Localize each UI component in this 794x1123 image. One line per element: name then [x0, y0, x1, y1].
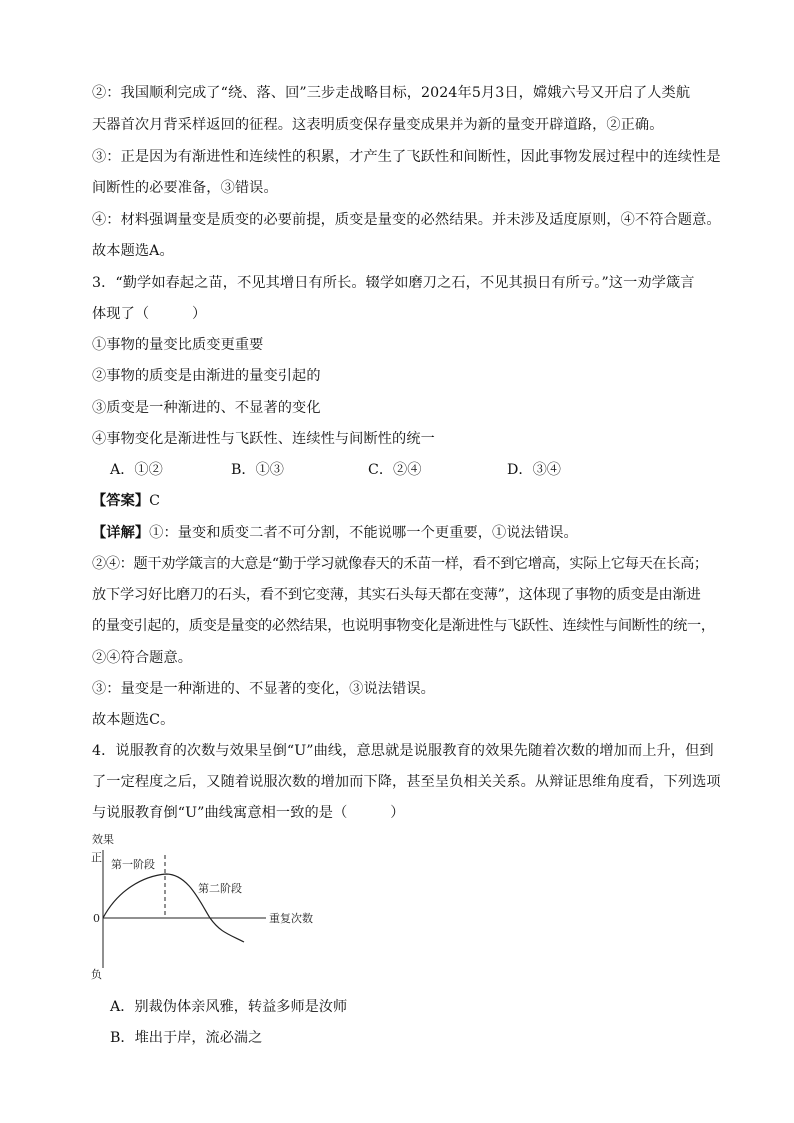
- q4-stem-line1: 4．说服教育的次数与效果呈倒“U”曲线，意思就是说服教育的效果先随着次数的增加而上升，但到: [92, 743, 714, 759]
- detail-text-1: ①：量变和质变二者不可分割，不能说哪一个更重要，①说法错误。: [149, 525, 578, 541]
- q3-statement-1: ①事物的量变比质变更重要: [92, 337, 264, 353]
- analysis-point-3-line2: 间断性的必要准备，③错误。: [92, 180, 278, 196]
- q4-stem-line3: 与说服教育倒“U”曲线寓意相一致的是（ ）: [92, 805, 405, 821]
- inverted-u-curve-figure: [88, 832, 338, 984]
- y-positive-label: 正: [91, 851, 102, 864]
- conclusion-q2: 故本题选A。: [92, 243, 174, 259]
- q3-option-a: A．①②: [110, 462, 163, 478]
- q3-option-b: B．①③: [231, 462, 284, 478]
- q3-detail-3: ③：量变是一种渐进的、不显著的变化，③说法错误。: [92, 681, 435, 697]
- detail-label: 【详解】: [92, 525, 150, 541]
- x-axis-title: 重复次数: [269, 912, 313, 925]
- q3-option-d: D．③④: [507, 462, 561, 478]
- analysis-point-2-line1: ②：我国顺利完成了“绕、落、回”三步走战略目标，2024年5月3日，嫦娥六号又开启了人类航: [92, 85, 691, 101]
- analysis-point-3-line1: ③：正是因为有渐进性和连续性的积累，才产生了飞跃性和间断性，因此事物发展过程中的连续性是: [92, 149, 721, 165]
- q4-option-a: A．别裁伪体亲风雅，转益多师是汝师: [110, 999, 348, 1015]
- answer-label: 【答案】: [92, 493, 150, 509]
- analysis-point-2-line2: 天器首次月背采样返回的征程。这表明质变保存量变成果并为新的量变开辟道路，②正确。: [92, 117, 664, 133]
- analysis-point-4: ④：材料强调量变是质变的必要前提，质变是量变的必然结果。并未涉及适度原则，④不符合题意。: [92, 212, 721, 228]
- y-axis-title: 效果: [92, 833, 114, 846]
- q3-statement-2: ②事物的质变是由渐进的量变引起的: [92, 368, 321, 384]
- stage-one-label: 第一阶段: [111, 858, 155, 871]
- q3-option-c: C．②④: [368, 462, 422, 478]
- q3-detail-1: [92, 522, 712, 544]
- q3-detail-2-line2: 放下学习好比磨刀的石头，看不到它变薄，其实石头每天都在变薄”，这体现了事物的质变是由渐进: [92, 587, 701, 603]
- q3-detail-2-line4: ②④符合题意。: [92, 650, 193, 666]
- q3-detail-2-line1: ②④：题干劝学箴言的大意是“勤于学习就像春天的禾苗一样，看不到它增高，实际上它每天在长高；: [92, 556, 708, 572]
- conclusion-q3: 故本题选C。: [92, 712, 175, 728]
- q4-option-b: B．堆出于岸，流必湍之: [110, 1030, 263, 1046]
- q3-answer: [92, 490, 712, 512]
- y-negative-label: 负: [91, 968, 102, 981]
- q3-statement-3: ③质变是一种渐进的、不显著的变化: [92, 400, 321, 416]
- stage-two-label: 第二阶段: [198, 882, 242, 895]
- q3-stem-line2: 体现了（ ）: [92, 306, 207, 322]
- q4-stem-line2: 了一定程度之后，又随着说服次数的增加而下降，甚至呈负相关关系。从辩证思维角度看，下列选项: [92, 774, 721, 790]
- q3-stem-line1: 3．“勤学如春起之苗，不见其增日有所长。辍学如磨刀之石，不见其损日有所亏。”这一劝学箴言: [92, 275, 695, 291]
- q3-detail-2-line3: 的量变引起的，质变是量变的必然结果，也说明事物变化是渐进性与飞跃性、连续性与间断性的统一，: [92, 618, 715, 634]
- origin-label: 0: [93, 912, 100, 925]
- q3-statement-4: ④事物变化是渐进性与飞跃性、连续性与间断性的统一: [92, 431, 435, 447]
- answer-value: C: [149, 493, 161, 509]
